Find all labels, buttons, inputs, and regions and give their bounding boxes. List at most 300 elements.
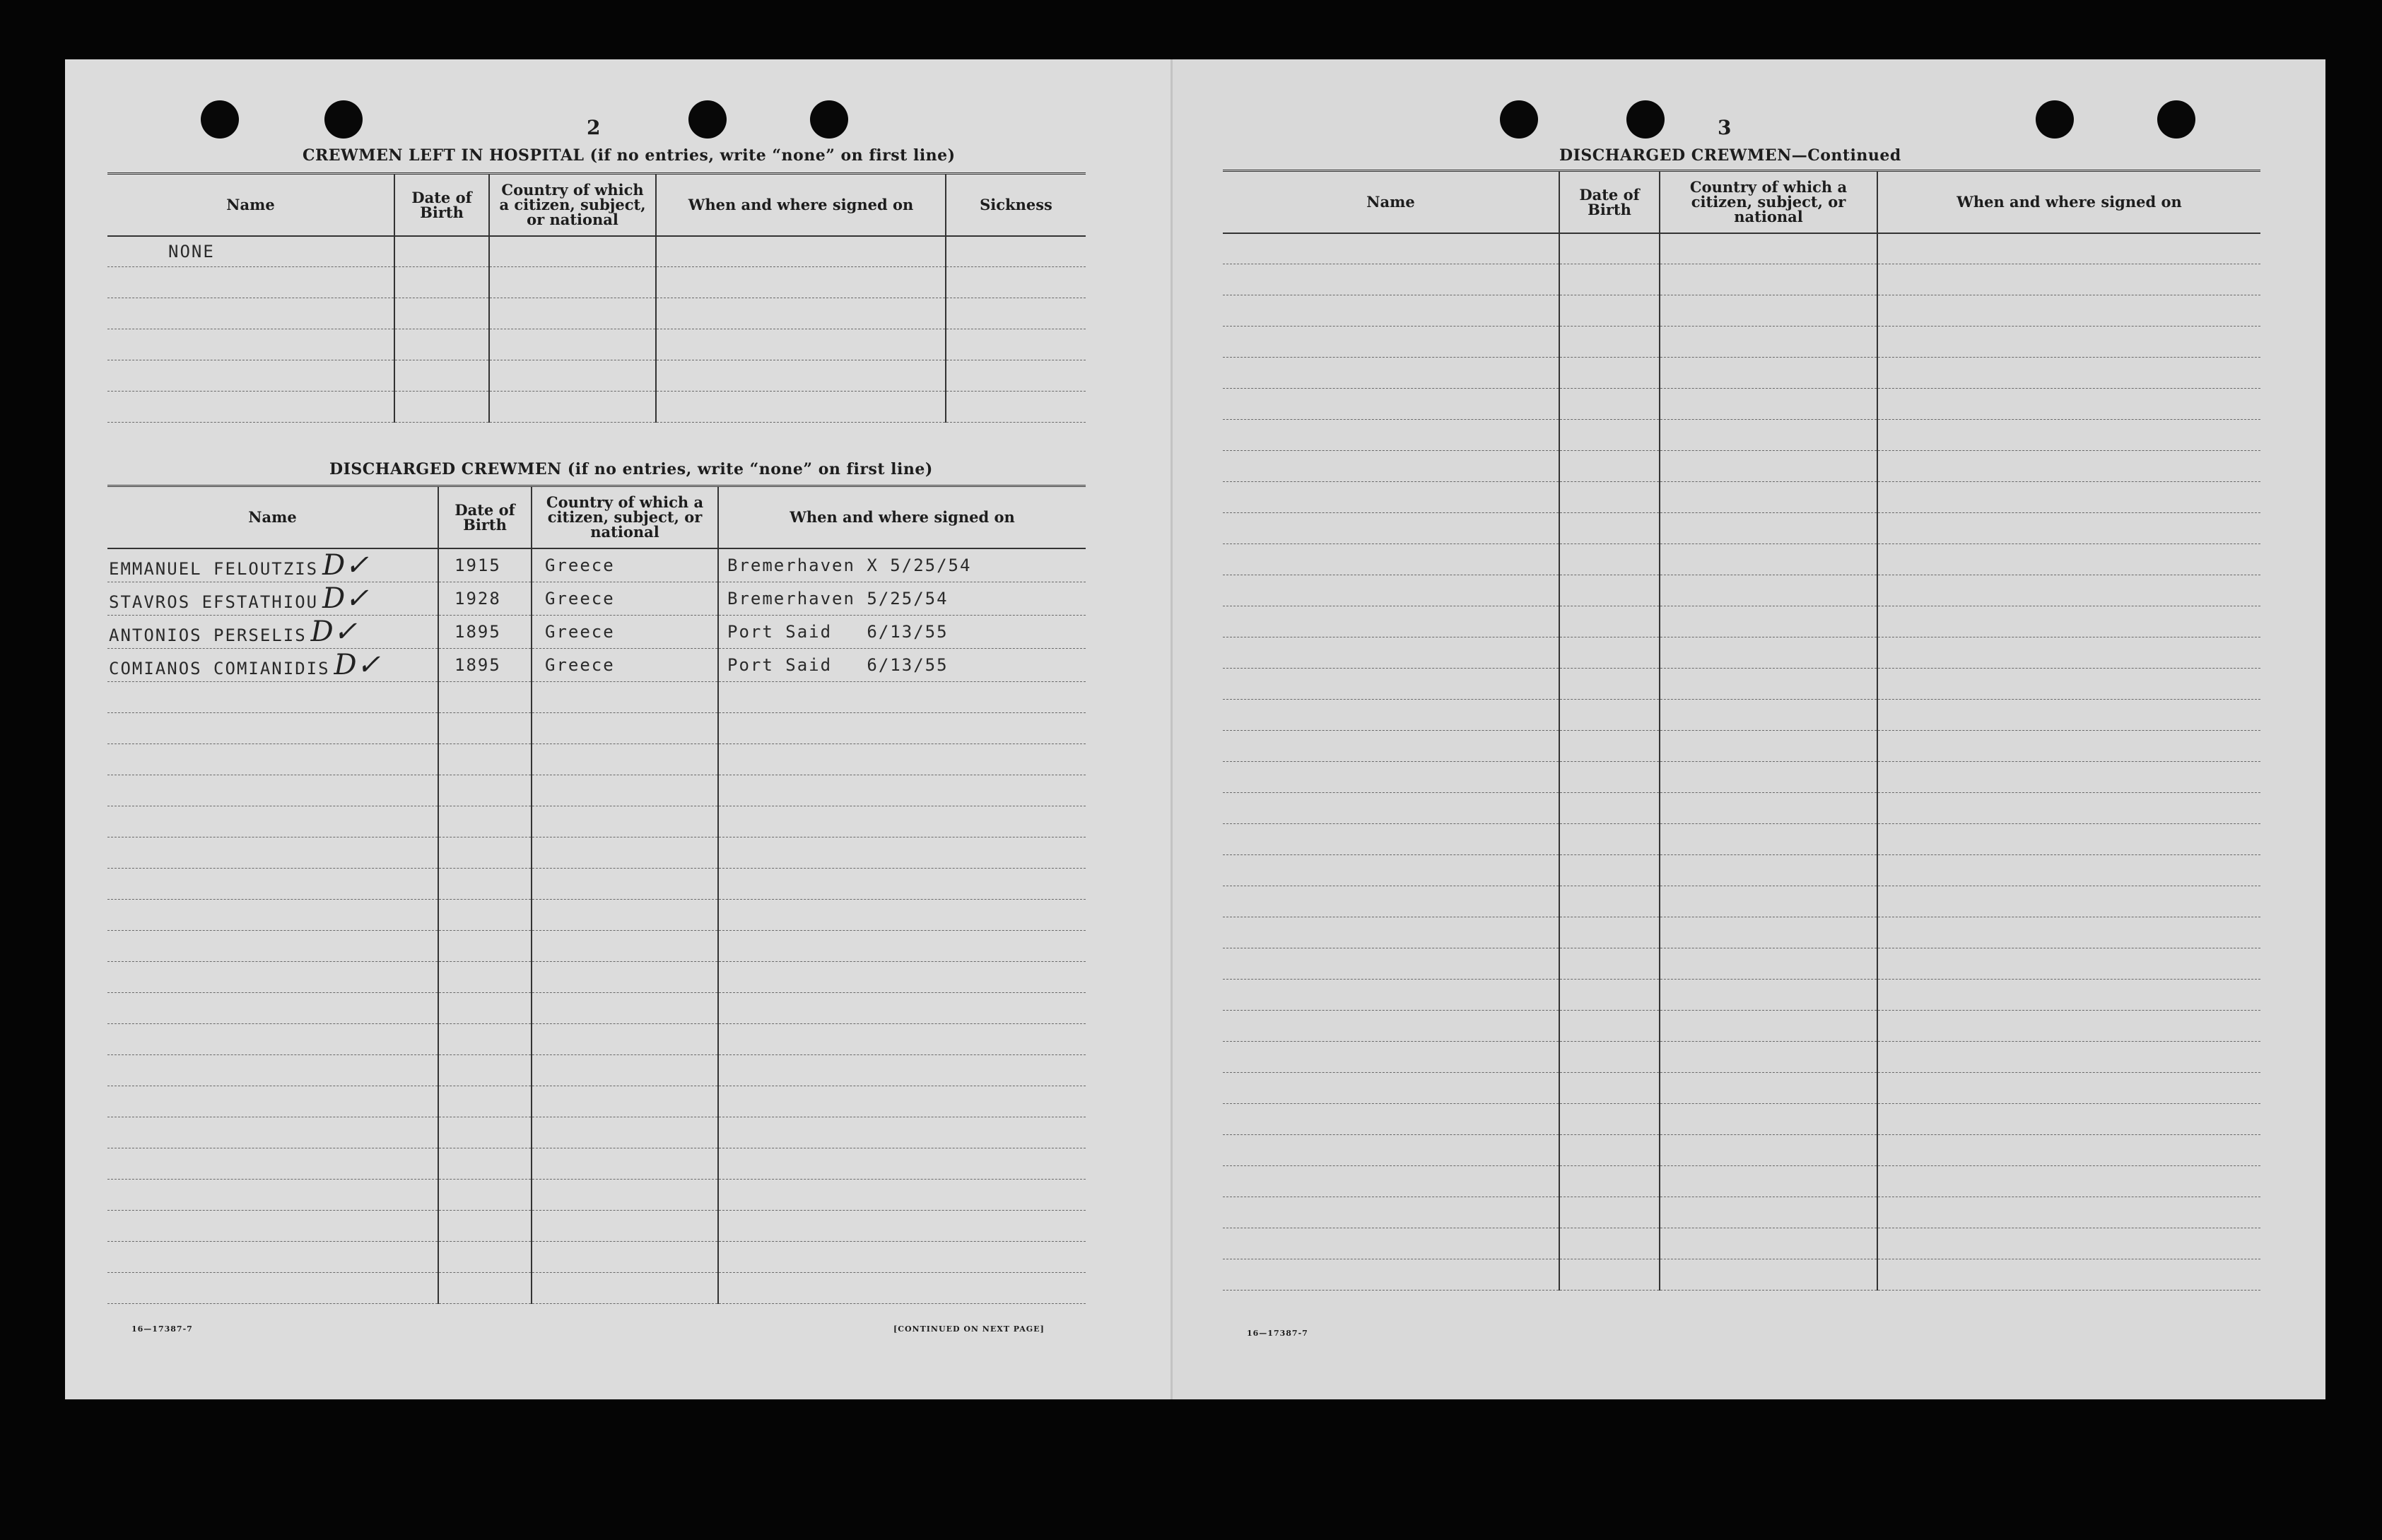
table-cell: [1223, 1197, 1559, 1228]
table-cell: [946, 329, 1086, 360]
handwritten-check-mark: D✓: [322, 582, 369, 615]
table-cell: [1223, 1166, 1559, 1197]
table-cell: [438, 775, 532, 806]
empty-row: [107, 837, 1086, 868]
table-cell: [1223, 1259, 1559, 1291]
table-cell: [107, 1148, 438, 1179]
form-number: 16—17387-7: [131, 1324, 193, 1334]
table-cell: [1660, 637, 1877, 669]
table-cell: [1559, 1073, 1660, 1104]
table-cell: [1223, 669, 1559, 700]
table-cell: [1877, 1135, 2260, 1166]
table-cell: [1660, 1166, 1877, 1197]
discharged-section-title: [329, 460, 933, 478]
continued-note: [CONTINUED ON NEXT PAGE]: [893, 1324, 1045, 1334]
table-cell: [489, 360, 656, 392]
empty-row: [1223, 980, 2260, 1011]
col-header-name: Name: [107, 486, 438, 548]
table-cell: [718, 806, 1086, 837]
table-cell: [1559, 1259, 1660, 1291]
table-cell: [718, 1241, 1086, 1272]
punch-hole: [810, 100, 848, 139]
table-cell: [107, 392, 394, 423]
table-cell: [1877, 762, 2260, 793]
empty-row: [107, 899, 1086, 930]
table-cell: [1660, 855, 1877, 886]
table-cell: [438, 743, 532, 775]
table-cell: [1223, 762, 1559, 793]
table-cell: [1559, 420, 1660, 451]
table-cell: [532, 992, 718, 1023]
table-cell: [1223, 544, 1559, 575]
table-cell: [107, 899, 438, 930]
table-cell: [107, 1117, 438, 1148]
table-cell: [1559, 886, 1660, 917]
table-cell: [1559, 327, 1660, 358]
table-row: [107, 360, 1086, 392]
table-cell: [946, 236, 1086, 267]
table-cell: [1223, 389, 1559, 420]
table-cell: [1559, 233, 1660, 264]
table-cell: [438, 837, 532, 868]
signed-on: Port Said 6/13/55: [718, 648, 1086, 681]
table-cell: [656, 298, 946, 329]
table-cell: [438, 712, 532, 743]
signed-on: Bremerhaven X 5/25/54: [718, 548, 1086, 582]
table-row: [107, 267, 1086, 298]
table-cell: [1559, 544, 1660, 575]
table-cell: [1877, 482, 2260, 513]
table-cell: [656, 267, 946, 298]
table-cell: [438, 1272, 532, 1303]
table-cell: [107, 1023, 438, 1054]
col-header-dob: Date of Birth: [394, 174, 489, 236]
table-cell: [107, 1272, 438, 1303]
table-cell: [438, 899, 532, 930]
empty-row: [107, 930, 1086, 961]
table-cell: [718, 930, 1086, 961]
table-cell: [1660, 1259, 1877, 1291]
empty-row: [107, 992, 1086, 1023]
empty-row: [107, 961, 1086, 992]
table-cell: [656, 236, 946, 267]
table-cell: [107, 1086, 438, 1117]
table-cell: [1559, 264, 1660, 295]
col-header-name: Name: [1223, 171, 1559, 233]
empty-row: [1223, 544, 2260, 575]
col-header-dob: Date of Birth: [1559, 171, 1660, 233]
table-cell: [1559, 1104, 1660, 1135]
table-cell: [1559, 1166, 1660, 1197]
table-cell: [532, 775, 718, 806]
table-cell: [1223, 606, 1559, 637]
table-cell: [438, 1054, 532, 1086]
punch-hole: [201, 100, 239, 139]
table-cell: [532, 743, 718, 775]
table-cell: [532, 961, 718, 992]
empty-row: [1223, 451, 2260, 482]
table-cell: [1559, 669, 1660, 700]
table-cell: [1877, 669, 2260, 700]
table-cell: [1660, 1073, 1877, 1104]
table-cell: [1559, 793, 1660, 824]
table-cell: [107, 743, 438, 775]
table-cell: [1660, 327, 1877, 358]
table-cell: [1877, 1073, 2260, 1104]
table-cell: [532, 681, 718, 712]
table-cell: [1660, 513, 1877, 544]
table-cell: [718, 1086, 1086, 1117]
empty-row: [1223, 1073, 2260, 1104]
table-cell: [1877, 793, 2260, 824]
date-of-birth: 1915: [438, 548, 532, 582]
signed-on: Port Said 6/13/55: [718, 615, 1086, 648]
table-cell: [1559, 1011, 1660, 1042]
empty-row: [107, 1241, 1086, 1272]
table-cell: [946, 392, 1086, 423]
table-cell: [1877, 451, 2260, 482]
table-cell: [718, 1054, 1086, 1086]
table-cell: [532, 1179, 718, 1210]
punch-hole: [324, 100, 363, 139]
empty-row: [107, 743, 1086, 775]
empty-row: [1223, 1166, 2260, 1197]
table-cell: [1223, 886, 1559, 917]
empty-row: [1223, 917, 2260, 948]
table-cell: [532, 1210, 718, 1241]
table-cell: [1877, 824, 2260, 855]
table-cell: [1559, 700, 1660, 731]
table-cell: [107, 775, 438, 806]
table-cell: [438, 1117, 532, 1148]
table-cell: [394, 392, 489, 423]
empty-row: [107, 1148, 1086, 1179]
table-cell: [107, 1210, 438, 1241]
table-cell: [1660, 762, 1877, 793]
table-cell: [1223, 1135, 1559, 1166]
empty-row: [1223, 1228, 2260, 1259]
table-cell: [438, 992, 532, 1023]
table-cell: [1559, 917, 1660, 948]
table-cell: [107, 681, 438, 712]
table-cell: [1559, 389, 1660, 420]
table-cell: [1223, 451, 1559, 482]
table-cell: [1877, 264, 2260, 295]
table-cell: [1660, 358, 1877, 389]
handwritten-check-mark: D✓: [322, 548, 369, 582]
table-cell: [438, 961, 532, 992]
table-cell: [532, 1054, 718, 1086]
col-header-signed-on: When and where signed on: [718, 486, 1086, 548]
col-header-sickness: Sickness: [946, 174, 1086, 236]
table-cell: [1559, 1197, 1660, 1228]
page-fold: [1171, 59, 1173, 1399]
table-cell: [1223, 980, 1559, 1011]
empty-row: [107, 1117, 1086, 1148]
empty-row: [1223, 1011, 2260, 1042]
table-cell: [1660, 606, 1877, 637]
table-cell: [1660, 420, 1877, 451]
table-cell: [1877, 1259, 2260, 1291]
table-cell: [532, 930, 718, 961]
table-cell: [1660, 886, 1877, 917]
table-cell: [107, 806, 438, 837]
table-cell: [1660, 980, 1877, 1011]
table-cell: [1877, 327, 2260, 358]
table-cell: [107, 930, 438, 961]
date-of-birth: 1895: [438, 648, 532, 681]
table-cell: [1223, 358, 1559, 389]
crewman-name-cell: [107, 648, 438, 681]
empty-row: [1223, 731, 2260, 762]
table-cell: [532, 806, 718, 837]
table-cell: [1223, 824, 1559, 855]
table-cell: [1660, 1135, 1877, 1166]
table-cell: [1559, 855, 1660, 886]
table-cell: [1877, 886, 2260, 917]
table-cell: [394, 267, 489, 298]
table-cell: [1559, 762, 1660, 793]
table-cell: [1877, 1042, 2260, 1073]
table-cell: [718, 1148, 1086, 1179]
table-cell: [1660, 295, 1877, 327]
col-header-signed-on: When and where signed on: [1877, 171, 2260, 233]
table-cell: [394, 236, 489, 267]
table-cell: [1660, 1011, 1877, 1042]
table-cell: [1877, 295, 2260, 327]
table-cell: [1660, 389, 1877, 420]
table-cell: [1223, 575, 1559, 606]
table-cell: [718, 1117, 1086, 1148]
table-cell: [1877, 948, 2260, 980]
country: Greece: [532, 648, 718, 681]
table-cell: [718, 961, 1086, 992]
table-cell: [107, 712, 438, 743]
table-cell: [1223, 482, 1559, 513]
table-cell: [438, 868, 532, 899]
col-header-signed-on: When and where signed on: [656, 174, 946, 236]
table-cell: [1877, 544, 2260, 575]
table-cell: [1223, 637, 1559, 669]
table-cell: [1223, 295, 1559, 327]
empty-row: [1223, 1042, 2260, 1073]
table-cell: [718, 837, 1086, 868]
empty-row: [1223, 855, 2260, 886]
table-cell: [1877, 389, 2260, 420]
table-cell: [107, 298, 394, 329]
table-cell: [1660, 264, 1877, 295]
empty-row: [107, 1210, 1086, 1241]
empty-row: [1223, 295, 2260, 327]
table-cell: [532, 1272, 718, 1303]
empty-row: [107, 1086, 1086, 1117]
empty-row: [107, 712, 1086, 743]
table-cell: [532, 712, 718, 743]
table-cell: [107, 360, 394, 392]
table-cell: [1660, 948, 1877, 980]
table-row: [107, 615, 1086, 648]
discharged-table: [107, 485, 1086, 1304]
empty-row: [107, 1054, 1086, 1086]
empty-row: [1223, 700, 2260, 731]
empty-row: [1223, 264, 2260, 295]
empty-row: [1223, 513, 2260, 544]
table-cell: [107, 992, 438, 1023]
discharged-continued-title: DISCHARGED CREWMEN—Continued: [1559, 146, 1901, 165]
empty-row: [1223, 327, 2260, 358]
table-cell: [1660, 233, 1877, 264]
punch-hole: [688, 100, 727, 139]
empty-row: [1223, 606, 2260, 637]
table-cell: [1877, 1104, 2260, 1135]
table-cell: [438, 806, 532, 837]
col-header-dob: Date of Birth: [438, 486, 532, 548]
table-row: [107, 298, 1086, 329]
crewman-name-cell: [107, 548, 438, 582]
table-cell: [438, 681, 532, 712]
table-cell: [1877, 700, 2260, 731]
table-cell: [1559, 606, 1660, 637]
table-cell: [1660, 824, 1877, 855]
table-cell: [532, 899, 718, 930]
table-cell: [656, 360, 946, 392]
table-cell: [1559, 295, 1660, 327]
empty-row: [107, 775, 1086, 806]
table-cell: [532, 1023, 718, 1054]
empty-row: [1223, 669, 2260, 700]
table-cell: [718, 899, 1086, 930]
table-cell: [1877, 1228, 2260, 1259]
table-cell: [1223, 327, 1559, 358]
discharged-title-text: DISCHARGED CREWMEN: [329, 460, 562, 478]
table-cell: [532, 868, 718, 899]
hospital-table: [107, 172, 1086, 423]
table-cell: [1223, 700, 1559, 731]
table-cell: [1660, 731, 1877, 762]
table-cell: [1877, 606, 2260, 637]
table-cell: [1559, 824, 1660, 855]
table-cell: [718, 712, 1086, 743]
punch-hole: [2036, 100, 2074, 139]
table-cell: [1559, 948, 1660, 980]
table-cell: [489, 236, 656, 267]
handwritten-check-mark: D✓: [334, 648, 381, 681]
table-cell: [1223, 1228, 1559, 1259]
table-cell: [1559, 513, 1660, 544]
crewman-name: ANTONIOS PERSELIS: [109, 625, 307, 645]
table-cell: [1559, 1228, 1660, 1259]
table-cell: [1877, 420, 2260, 451]
table-cell: [438, 1023, 532, 1054]
table-cell: [1223, 731, 1559, 762]
crewman-name: COMIANOS COMIANIDIS: [109, 658, 330, 678]
table-cell: [107, 1179, 438, 1210]
col-header-country: Country of which a citizen, subject, or national: [489, 174, 656, 236]
table-cell: [489, 267, 656, 298]
crewman-name-cell: [107, 582, 438, 615]
table-cell: [1660, 544, 1877, 575]
table-cell: [1660, 1197, 1877, 1228]
hospital-section-title: [303, 146, 956, 165]
table-cell: [718, 1272, 1086, 1303]
table-cell: [1223, 233, 1559, 264]
table-cell: [718, 1023, 1086, 1054]
table-cell: [1660, 451, 1877, 482]
table-cell: [1877, 855, 2260, 886]
table-cell: [107, 1054, 438, 1086]
table-cell: [489, 392, 656, 423]
table-cell: [1559, 731, 1660, 762]
table-cell: [1223, 420, 1559, 451]
punch-hole: [2157, 100, 2195, 139]
table-cell: [1559, 575, 1660, 606]
country: Greece: [532, 548, 718, 582]
table-cell: [1223, 1042, 1559, 1073]
empty-row: [1223, 762, 2260, 793]
date-of-birth: 1895: [438, 615, 532, 648]
empty-row: [1223, 824, 2260, 855]
table-row: [107, 648, 1086, 681]
table-cell: [1877, 980, 2260, 1011]
table-cell: [532, 1241, 718, 1272]
empty-row: [1223, 637, 2260, 669]
table-cell: [1559, 1135, 1660, 1166]
table-cell: [1877, 513, 2260, 544]
empty-row: [1223, 389, 2260, 420]
country: Greece: [532, 582, 718, 615]
table-cell: [718, 992, 1086, 1023]
empty-row: [107, 1179, 1086, 1210]
table-cell: [656, 392, 946, 423]
table-cell: [107, 1241, 438, 1272]
table-cell: [1660, 1228, 1877, 1259]
empty-row: [1223, 1197, 2260, 1228]
table-cell: [718, 681, 1086, 712]
country: Greece: [532, 615, 718, 648]
table-cell: [438, 1179, 532, 1210]
table-cell: [1223, 1011, 1559, 1042]
table-row: [107, 582, 1086, 615]
table-cell: [718, 775, 1086, 806]
table-row: [107, 392, 1086, 423]
table-cell: [1877, 575, 2260, 606]
table-cell: [438, 1210, 532, 1241]
table-cell: [1559, 451, 1660, 482]
empty-row: [1223, 886, 2260, 917]
table-cell: [1223, 513, 1559, 544]
table-cell: [438, 930, 532, 961]
handwritten-check-mark: D✓: [310, 615, 358, 648]
table-cell: [1660, 482, 1877, 513]
table-row: [107, 329, 1086, 360]
hospital-title-note: (if no entries, write “none” on first line): [589, 146, 956, 165]
table-cell: [1660, 700, 1877, 731]
page-number: 3: [1718, 116, 1732, 139]
form-number: 16—17387-7: [1247, 1329, 1308, 1338]
empty-row: [1223, 420, 2260, 451]
table-cell: [1660, 1104, 1877, 1135]
col-header-name: Name: [107, 174, 394, 236]
table-cell: [107, 837, 438, 868]
empty-row: [1223, 358, 2260, 389]
table-cell: [1223, 855, 1559, 886]
punch-hole: [1626, 100, 1665, 139]
empty-row: [1223, 948, 2260, 980]
table-cell: [394, 329, 489, 360]
table-cell: [1877, 1011, 2260, 1042]
table-row: [107, 548, 1086, 582]
table-cell: [1660, 917, 1877, 948]
